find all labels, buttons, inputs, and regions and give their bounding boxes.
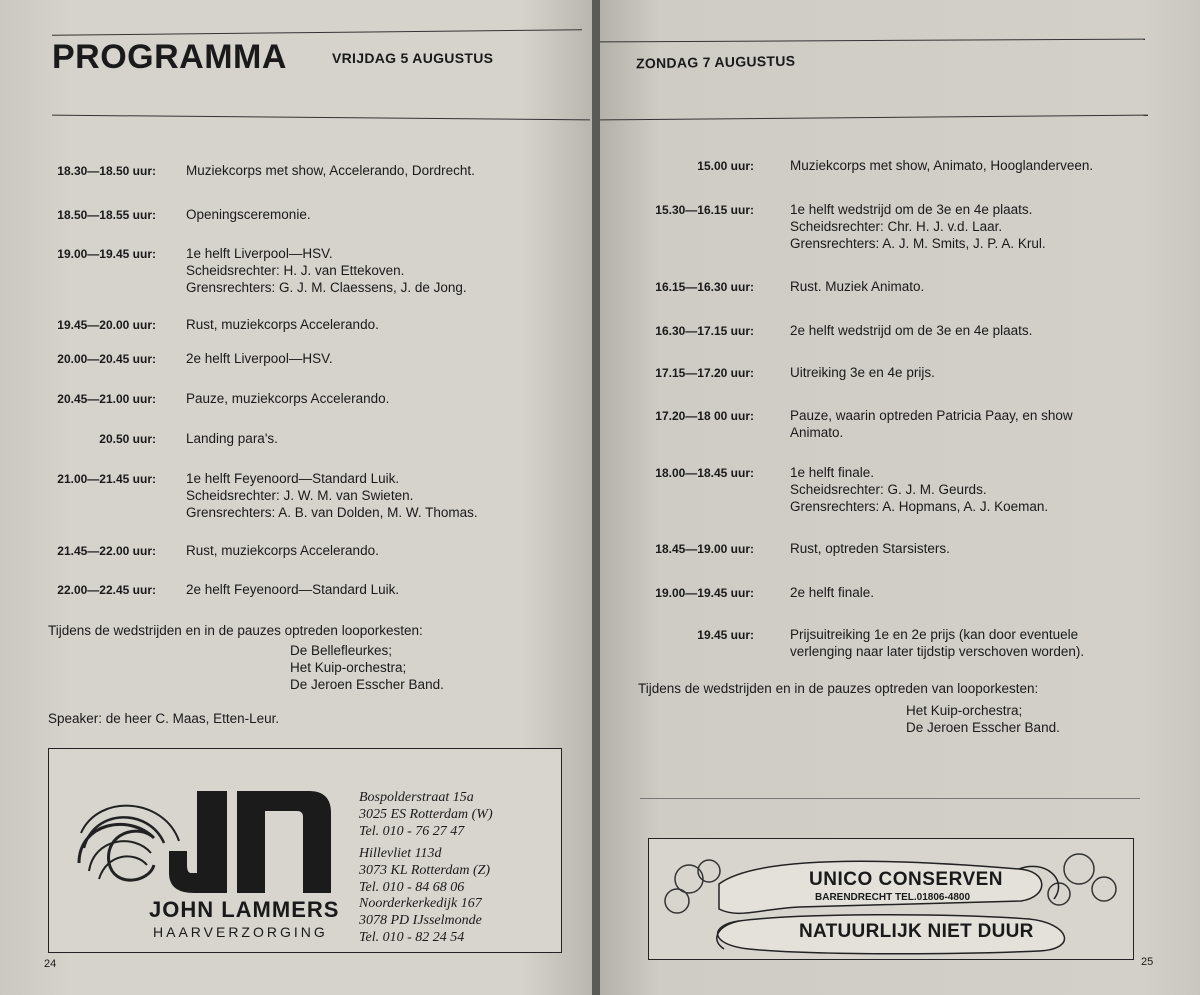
schedule-time: 17.20—18 00 uur: (655, 409, 754, 423)
description-line: Animato. (790, 425, 844, 440)
left-page (0, 0, 592, 995)
address-block-3: Noorderkerkedijk 167 3078 PD IJsselmonde Tel. 010 - 82 24 54 (359, 896, 482, 945)
description-line: Uitreiking 3e en 4e prijs. (790, 365, 935, 380)
description-line: Grensrechters: A. B. van Dolden, M. W. Thomas. (186, 505, 478, 520)
brand-address: BARENDRECHT TEL.01806-4800 (815, 892, 971, 903)
description-line: 1e helft Feyenoord—Standard Luik. (186, 471, 400, 486)
description-line: Prijsuitreiking 1e en 2e prijs (kan door eventuele (790, 627, 1079, 642)
schedule-time: 20.00—20.45 uur: (57, 352, 156, 366)
schedule-time: 19.45 uur: (697, 628, 754, 642)
header-rule-bottom (52, 115, 590, 121)
bands-list (906, 702, 1060, 736)
schedule-description (790, 540, 950, 557)
schedule-description (186, 390, 389, 407)
band-item: De Bellefleurkes; (290, 643, 393, 658)
description-line: 1e helft Liverpool—HSV. (186, 246, 333, 261)
description-line: 1e helft wedstrijd om de 3e en 4e plaats. (790, 202, 1033, 217)
slogan: NATUURLIJK NIET DUUR (799, 921, 1034, 942)
description-line: Landing para's. (186, 431, 278, 446)
schedule-description (186, 245, 467, 296)
description-line: Pauze, muziekcorps Accelerando. (186, 391, 390, 406)
schedule-description (790, 157, 1093, 174)
schedule-time: 19.00—19.45 uur: (57, 247, 156, 261)
page-number: 25 (1141, 956, 1154, 968)
ad-separator-rule (640, 798, 1140, 799)
john-lammers-ad (48, 748, 562, 953)
brand-name: UNICO CONSERVEN (809, 869, 1004, 890)
schedule-time: 18.50—18.55 uur: (57, 208, 156, 222)
description-line: Openingsceremonie. (186, 207, 311, 222)
schedule-description (186, 162, 475, 179)
brand-name: JOHN LAMMERS (149, 897, 340, 922)
schedule-description (186, 316, 379, 333)
schedule-time: 15.00 uur: (697, 159, 754, 173)
schedule-time: 20.50 uur: (99, 432, 156, 446)
band-item: De Jeroen Esscher Band. (290, 677, 444, 692)
schedule-description (790, 626, 1084, 660)
description-line: Scheidsrechter: J. W. M. van Swieten. (186, 488, 414, 503)
schedule-time: 19.00—19.45 uur: (655, 586, 754, 600)
page-number: 24 (44, 958, 57, 970)
band-item: Het Kuip-orchestra; (906, 703, 1023, 718)
description-line: Muziekcorps met show, Accelerando, Dordrecht. (186, 163, 475, 178)
day-heading: VRIJDAG 5 AUGUSTUS (332, 50, 494, 66)
description-line: verlenging naar later tijdstip verschoven worden). (790, 644, 1085, 659)
schedule-description (186, 206, 311, 223)
address-block-1: Bospolderstraat 15a 3025 ES Rotterdam (W) Tel. 010 - 76 27 47 (359, 790, 493, 839)
schedule-description (790, 584, 874, 601)
header-rule-bottom (600, 115, 1148, 121)
schedule-description (790, 407, 1073, 441)
band-item: De Jeroen Esscher Band. (906, 720, 1060, 735)
description-line: Rust, optreden Starsisters. (790, 541, 950, 556)
right-page (600, 0, 1200, 995)
description-line: 1e helft finale. (790, 465, 875, 480)
schedule-description (790, 364, 935, 381)
schedule-time: 22.00—22.45 uur: (57, 583, 156, 597)
schedule-description (790, 278, 924, 295)
bands-intro: Tijdens de wedstrijden en in de pauzes optreden looporkesten: (48, 623, 423, 638)
unico-conserven-ad (648, 838, 1134, 960)
band-item: Het Kuip-orchestra; (290, 660, 407, 675)
description-line: Muziekcorps met show, Animato, Hooglanderveen. (790, 158, 1094, 173)
description-line: Grensrechters: A. Hopmans, A. J. Koeman. (790, 499, 1049, 514)
description-line: 2e helft finale. (790, 585, 875, 600)
schedule-time: 20.45—21.00 uur: (57, 392, 156, 406)
schedule-description (186, 581, 399, 598)
schedule-description (186, 470, 478, 521)
speaker-line: Speaker: de heer C. Maas, Etten-Leur. (48, 711, 280, 726)
schedule-time: 21.00—21.45 uur: (57, 472, 156, 486)
description-line: Scheidsrechter: H. J. van Ettekoven. (186, 263, 405, 278)
description-line: 2e helft Liverpool—HSV. (186, 351, 333, 366)
schedule-time: 21.45—22.00 uur: (57, 544, 156, 558)
page-title: PROGRAMMA (52, 38, 287, 76)
schedule-time: 15.30—16.15 uur: (655, 203, 754, 217)
schedule-description (186, 430, 278, 447)
schedule-time: 18.00—18.45 uur: (655, 466, 754, 480)
schedule-time: 16.15—16.30 uur: (655, 280, 754, 294)
description-line: Pauze, waarin optreden Patricia Paay, en show (790, 408, 1073, 423)
description-line: Grensrechters: G. J. M. Claessens, J. de Jong. (186, 280, 467, 295)
schedule-description (790, 464, 1048, 515)
day-heading: ZONDAG 7 AUGUSTUS (635, 52, 796, 72)
header-rule-top (52, 29, 582, 36)
schedule-description (790, 201, 1046, 252)
description-line: Rust. Muziek Animato. (790, 279, 925, 294)
description-line: Grensrechters: A. J. M. Smits, J. P. A. Krul. (790, 236, 1046, 251)
bands-intro: Tijdens de wedstrijden en in de pauzes optreden van looporkesten: (638, 681, 1039, 696)
header-rule-top (600, 39, 1145, 43)
brand-subtitle: HAARVERZORGING (153, 924, 328, 940)
schedule-time: 18.30—18.50 uur: (57, 164, 156, 178)
schedule-description (186, 542, 379, 559)
description-line: Scheidsrechter: G. J. M. Geurds. (790, 482, 987, 497)
schedule-description (790, 322, 1032, 339)
address-block-2: Hillevliet 113d 3073 KL Rotterdam (Z) Tel. 010 - 84 68 06 (359, 846, 491, 895)
schedule-time: 16.30—17.15 uur: (655, 324, 754, 338)
bands-list (290, 642, 444, 693)
schedule-time: 19.45—20.00 uur: (57, 318, 156, 332)
description-line: Scheidsrechter: Chr. H. J. v.d. Laar. (790, 219, 1003, 234)
schedule-description (186, 350, 333, 367)
description-line: 2e helft wedstrijd om de 3e en 4e plaats. (790, 323, 1033, 338)
schedule-time: 17.15—17.20 uur: (655, 366, 754, 380)
description-line: Rust, muziekcorps Accelerando. (186, 543, 379, 558)
description-line: Rust, muziekcorps Accelerando. (186, 317, 379, 332)
schedule-time: 18.45—19.00 uur: (655, 542, 754, 556)
description-line: 2e helft Feyenoord—Standard Luik. (186, 582, 400, 597)
